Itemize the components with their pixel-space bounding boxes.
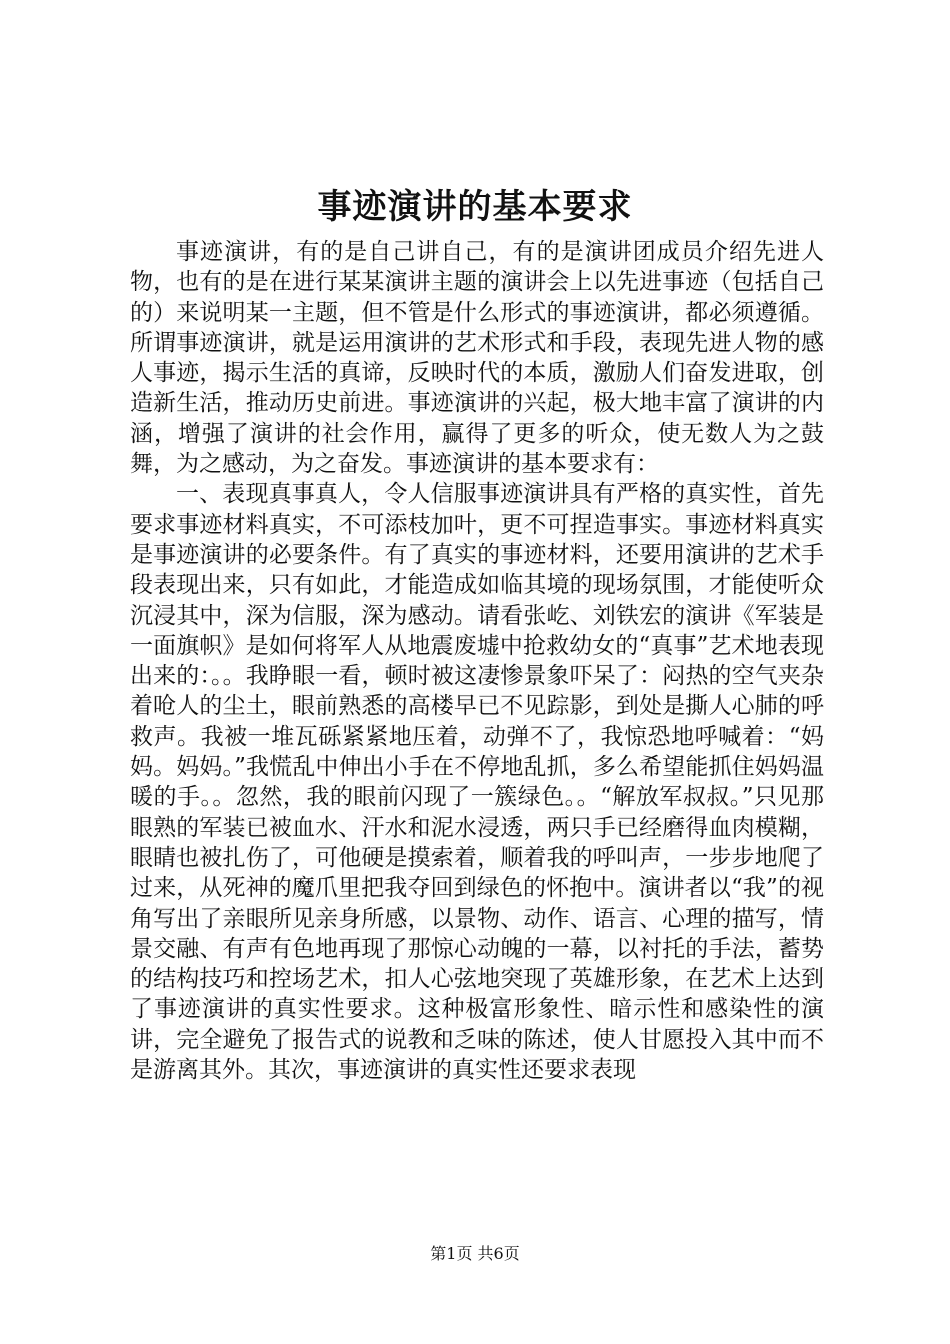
paragraph-requirement-1: 一、表现真事真人，令人信服事迹演讲具有严格的真实性，首先要求事迹材料真实，不可添枝加叶，更不可捏造事实。事迹材料真实是事迹演讲的必要条件。有了真实的事迹材料，还要用演讲的艺术手段表现出来，只有如此，才能造成如临其境的现场氛围，才能使听众沉浸其中，深为信服，深为感动。请看张屹、刘铁宏的演讲《军装是一面旗帜》是如何将军人从地震废墟中抢救幼女的“真事”艺术地表现出来的：。。我睁眼一看，顿时被这凄惨景象吓呆了：闷热的空气夹杂着呛人的尘土，眼前熟悉的高楼早已不见踪影，到处是撕人心肺的呼救声。我被一堆瓦砾紧紧地压着，动弹不了，我惊恐地呼喊着：“妈妈。妈妈。”我慌乱中伸出小手在不停地乱抓，多么希望能抓住妈妈温暖的手。。忽然，我的眼前闪现了一簇绿色。。“解放军叔叔。”只见那眼熟的军装已被血水、汗水和泥水浸透，两只手已经磨得血肉模糊，眼睛也被扎伤了，可他硬是摸索着，顺着我的呼叫声，一步步地爬了过来，从死神的魔爪里把我夺回到绿色的怀抱中。演讲者以“我”的视角写出了亲眼所见亲身所感，以景物、动作、语言、心理的描写，情景交融、有声有色地再现了那惊心动魄的一幕，以衬托的手法，蓄势的结构技巧和控场艺术，扣人心弦地突现了英雄形象，在艺术上达到了事迹演讲的真实性要求。这种极富形象性、暗示性和感染性的演讲，完全避免了报告式的说教和乏味的陈述，使人甘愿投入其中而不是游离其外。其次，事迹演讲的真实性还要求表现 bbox=[130, 481, 824, 1084]
paragraph-intro: 事迹演讲，有的是自己讲自己，有的是演讲团成员介绍先进人物，也有的是在进行某某演讲主题的演讲会上以先进事迹（包括自己的）来说明某一主题，但不管是什么形式的事迹演讲，都必须遵循。所谓事迹演讲，就是运用演讲的艺术形式和手段，表现先进人物的感人事迹，揭示生活的真谛，反映时代的本质，激励人们奋发进取，创造新生活，推动历史前进。事迹演讲的兴起，极大地丰富了演讲的内涵，增强了演讲的社会作用，赢得了更多的听众，使无数人为之鼓舞，为之感动，为之奋发。事迹演讲的基本要求有： bbox=[130, 239, 824, 478]
page-number-footer: 第1页 共6页 bbox=[430, 1244, 520, 1263]
document-title: 事迹演讲的基本要求 bbox=[317, 187, 633, 227]
document-body bbox=[130, 237, 824, 1085]
